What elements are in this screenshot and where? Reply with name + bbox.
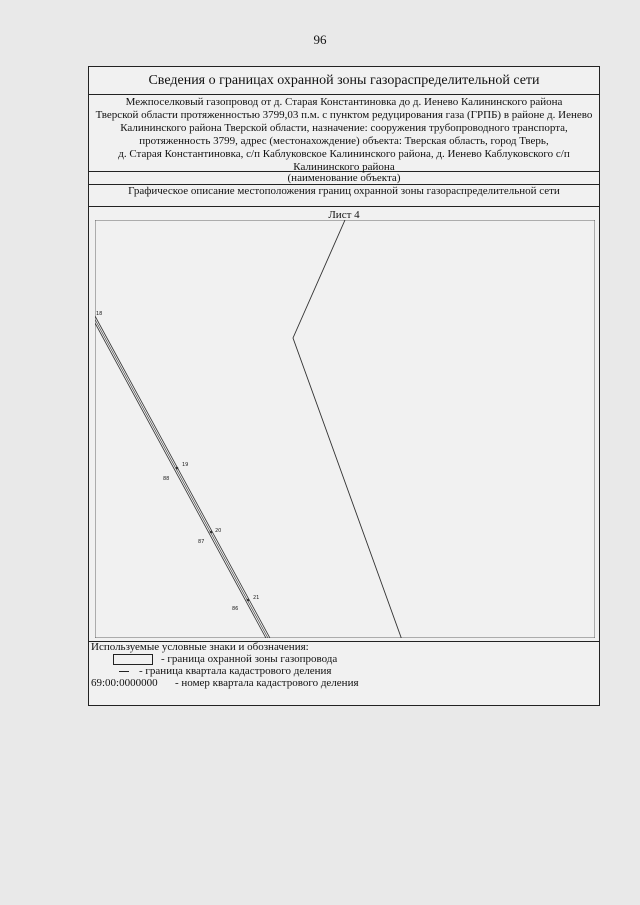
legend-item-zone-boundary	[91, 653, 599, 665]
boundary-point-marker	[210, 531, 213, 534]
point-label-19: 19	[182, 462, 189, 468]
boundary-point-marker	[176, 467, 179, 470]
legend-heading: Используемые условные знаки и обозначения:	[91, 641, 309, 653]
cadastral-quarter-boundary	[293, 220, 402, 638]
quarter-number-code: 69:00:0000000	[91, 677, 158, 689]
object-description-line: Тверской области протяженностью 3799,03 п.м. с пунктом редуцирования газа (ГРПБ) в районе д. Иенево	[95, 109, 593, 121]
zone-boundary-symbol-icon	[113, 654, 153, 665]
legend-item-text: - граница охранной зоны газопровода	[161, 653, 338, 665]
boundary-point-marker	[247, 599, 250, 602]
legend-item-text: - номер квартала кадастрового деления	[175, 677, 359, 689]
object-description	[89, 94, 599, 172]
sheet-label: Лист 4	[328, 209, 360, 221]
protection-zone-boundary-line	[95, 316, 271, 638]
map-frame	[95, 220, 595, 638]
object-caption: (наименование объекта)	[89, 172, 599, 185]
legend-item-quarter-number	[91, 677, 599, 689]
object-description-line: Калининского района	[293, 161, 395, 173]
gas-pipeline-axis-line	[95, 320, 269, 639]
object-description-line: протяженность 3799, адрес (местонахождение) объекта: Тверская область, город Тверь,	[139, 135, 549, 147]
map-area	[89, 206, 599, 642]
legend	[89, 641, 599, 705]
legend-item-quarter-boundary	[91, 665, 599, 677]
form-title: Сведения о границах охранной зоны газораспределительной сети	[89, 67, 599, 95]
point-label-88: 88	[163, 476, 170, 482]
boundary-info-form	[88, 66, 600, 706]
point-label-86: 86	[232, 606, 239, 612]
graphic-description-heading: Графическое описание местоположения границ охранной зоны газораспределительной сети	[89, 184, 599, 207]
object-description-line: Межпоселковый газопровод от д. Старая Константиновка до д. Иенево Калининского района	[125, 96, 563, 108]
point-label-87: 87	[198, 539, 205, 545]
point-label-20: 20	[215, 528, 222, 534]
quarter-boundary-symbol-icon	[119, 671, 129, 672]
object-description-line: Калининского района Тверской области, назначение: сооружения трубопроводного транспорта,	[120, 122, 568, 134]
point-label-18: 18	[96, 311, 103, 317]
page-number: 96	[313, 32, 327, 47]
point-label-21: 21	[253, 595, 260, 601]
legend-item-text: - граница квартала кадастрового деления	[139, 665, 332, 677]
protection-zone-boundary-line	[95, 323, 267, 638]
boundary-map	[95, 220, 595, 638]
object-description-line: д. Старая Константиновка, с/п Каблуковское Калининского района, д. Иенево Каблуковского с/п	[118, 148, 570, 160]
